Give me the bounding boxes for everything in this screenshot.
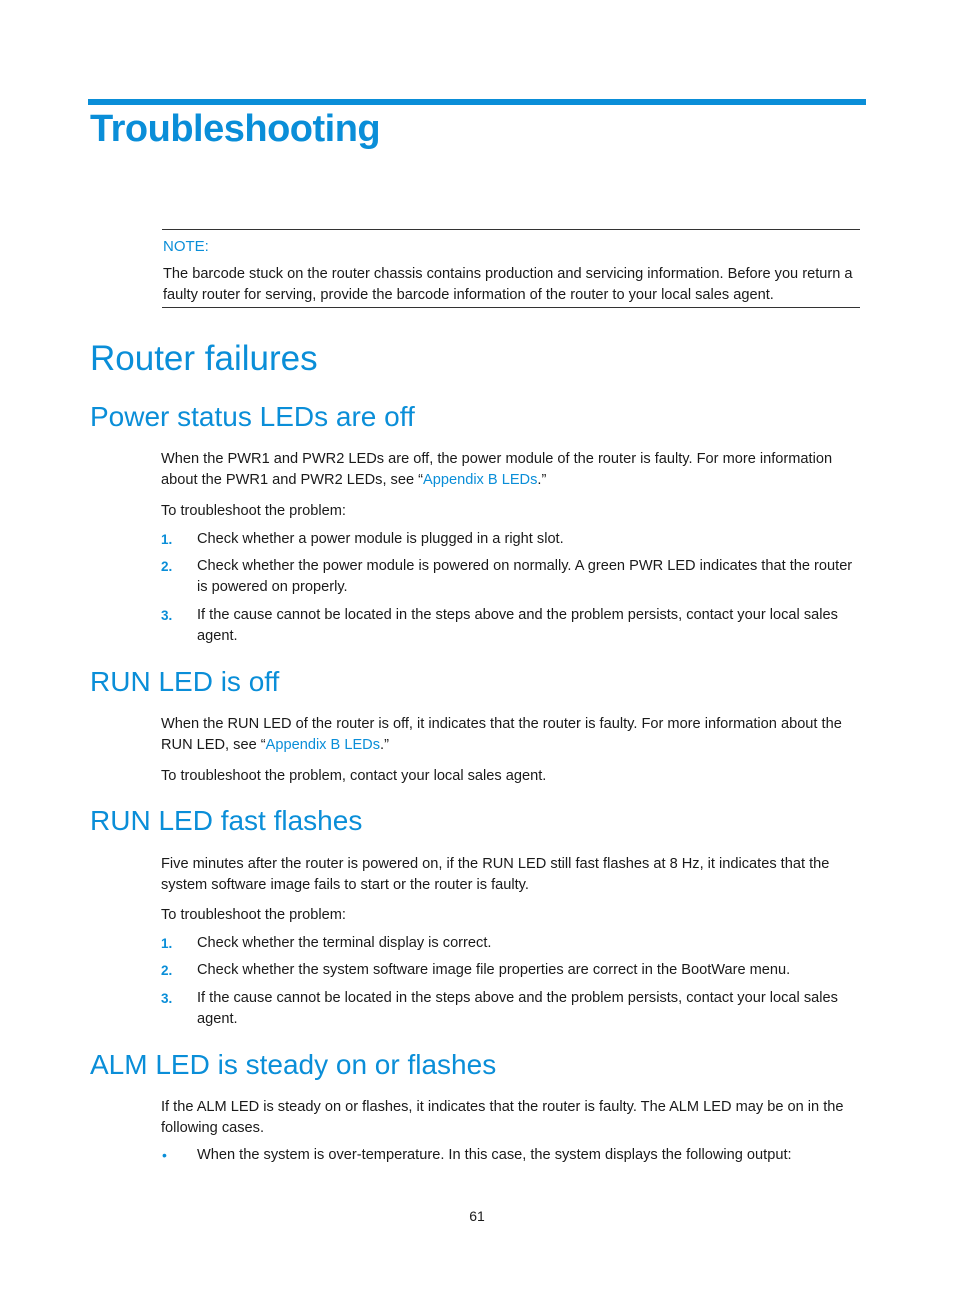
power-intro-text: When the PWR1 and PWR2 LEDs are off, the power module of the router is faulty. For more information about the PWR1 and PWR2 LEDs, see “ <box>161 451 833 488</box>
run-off-lead: To troubleshoot the problem, contact your local sales agent. <box>161 768 547 784</box>
chapter-rule <box>88 99 866 105</box>
step-text: Check whether the power module is powered on normally. A green PWR LED indicates that the router is powered on properly. <box>197 558 853 595</box>
step-number: 3. <box>161 991 173 1006</box>
run-off-intro-text: When the RUN LED of the router is off, it indicates that the router is faulty. For more information about the RUN LED, see “ <box>161 716 842 753</box>
step-number: 2. <box>161 559 173 574</box>
step-number: 1. <box>161 936 173 951</box>
note-label: NOTE: <box>163 238 209 255</box>
step-text: If the cause cannot be located in the steps above and the problem persists, contact your local sales agent. <box>197 990 838 1027</box>
appendix-b-link[interactable]: Appendix B LEDs <box>265 737 381 753</box>
power-intro-end: .” <box>537 472 547 488</box>
heading-run-led-fast: RUN LED fast flashes <box>90 805 363 836</box>
heading-power-leds: Power status LEDs are off <box>90 401 415 432</box>
chapter-title: Troubleshooting <box>90 108 381 150</box>
run-fast-lead: To troubleshoot the problem: <box>161 907 346 923</box>
run-off-intro <box>161 714 865 756</box>
run-off-intro-end: .” <box>380 737 389 753</box>
heading-run-led-off: RUN LED is off <box>90 666 280 697</box>
step-number: 3. <box>161 608 173 623</box>
step-text: Check whether the terminal display is correct. <box>197 935 492 951</box>
step-text: If the cause cannot be located in the steps above and the problem persists, contact your local sales agent. <box>197 607 838 644</box>
step-number: 2. <box>161 963 173 978</box>
step-text: Check whether a power module is plugged in a right slot. <box>197 531 564 547</box>
page-number: 61 <box>469 1208 485 1224</box>
note-text: The barcode stuck on the router chassis contains production and servicing information. Before you return a faulty router for serving, provide the barcode information of the router to your local sales agent. <box>163 266 853 303</box>
heading-alm-led: ALM LED is steady on or flashes <box>90 1049 497 1080</box>
alm-intro: If the ALM LED is steady on or flashes, it indicates that the router is faulty. The ALM LED may be on in the following cases. <box>161 1099 844 1136</box>
note-box <box>162 229 860 308</box>
power-intro <box>161 449 865 491</box>
bullet-icon: • <box>162 1147 167 1163</box>
run-fast-intro: Five minutes after the router is powered on, if the RUN LED still fast flashes at 8 Hz, it indicates that the system software image fails to start or the router is faulty. <box>161 856 830 893</box>
bullet-text: When the system is over-temperature. In this case, the system displays the following output: <box>197 1147 792 1163</box>
section-title: Router failures <box>90 339 318 378</box>
step-text: Check whether the system software image file properties are correct in the BootWare menu. <box>197 962 791 978</box>
power-lead: To troubleshoot the problem: <box>161 503 346 519</box>
step-number: 1. <box>161 532 173 547</box>
appendix-b-link[interactable]: Appendix B LEDs <box>423 472 538 488</box>
